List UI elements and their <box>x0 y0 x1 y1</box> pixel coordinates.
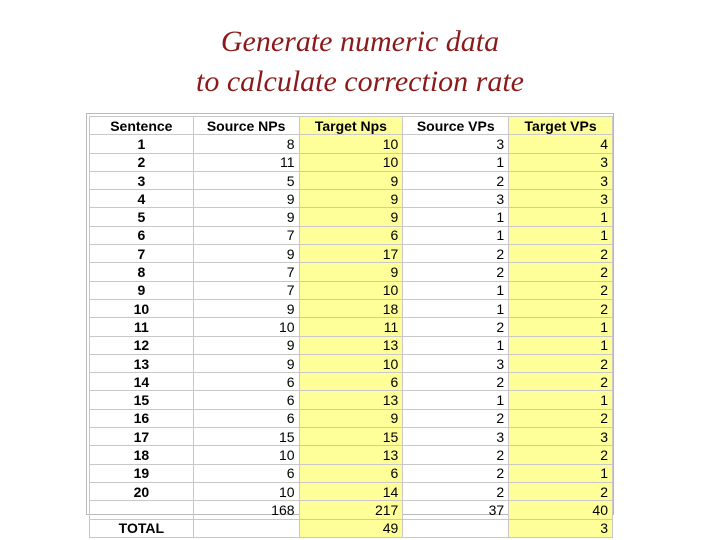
cell-target-nps: 11 <box>299 318 403 336</box>
cell-source-vps: 2 <box>403 245 509 263</box>
cell-source-nps: 10 <box>193 482 299 500</box>
cell-source-vps: 2 <box>403 464 509 482</box>
data-table <box>89 116 613 538</box>
cell-target-vps: 2 <box>509 263 613 281</box>
cell-target-vps: 1 <box>509 336 613 354</box>
cell-target-nps: 15 <box>299 428 403 446</box>
cell-source-nps: 7 <box>193 281 299 299</box>
cell-source-vps: 1 <box>403 336 509 354</box>
title-line-2: to calculate correction rate <box>196 65 524 98</box>
cell-target-nps: 10 <box>299 135 403 153</box>
cell-sentence: 16 <box>90 409 194 427</box>
cell-source-nps: 9 <box>193 299 299 317</box>
table-row <box>90 464 613 482</box>
cell-target-vps: 2 <box>509 354 613 372</box>
cell-target-vps: 3 <box>509 153 613 171</box>
cell-sentence: 10 <box>90 299 194 317</box>
cell-sentence: 11 <box>90 318 194 336</box>
cell-target-nps: 9 <box>299 409 403 427</box>
cell-source-vps: 2 <box>403 373 509 391</box>
cell-sentence: 14 <box>90 373 194 391</box>
cell-source-nps <box>193 519 299 537</box>
cell-target-nps: 6 <box>299 373 403 391</box>
cell-source-nps: 15 <box>193 428 299 446</box>
table-row <box>90 135 613 153</box>
cell-sentence: 6 <box>90 226 194 244</box>
cell-source-vps: 2 <box>403 318 509 336</box>
cell-source-vps: 1 <box>403 208 509 226</box>
cell-source-vps: 1 <box>403 226 509 244</box>
cell-source-nps: 9 <box>193 208 299 226</box>
cell-source-vps: 1 <box>403 281 509 299</box>
cell-target-vps: 3 <box>509 428 613 446</box>
cell-target-vps: 3 <box>509 171 613 189</box>
header-target-vps: Target VPs <box>509 117 613 135</box>
cell-source-nps: 10 <box>193 446 299 464</box>
cell-target-nps: 9 <box>299 208 403 226</box>
cell-source-nps: 7 <box>193 226 299 244</box>
cell-target-vps: 1 <box>509 208 613 226</box>
table-row <box>90 171 613 189</box>
cell-source-nps: 8 <box>193 135 299 153</box>
cell-source-vps <box>403 519 509 537</box>
header-target-nps: Target Nps <box>299 117 403 135</box>
cell-target-vps: 4 <box>509 135 613 153</box>
cell-target-vps: 2 <box>509 482 613 500</box>
cell-sentence: 5 <box>90 208 194 226</box>
slide-title <box>0 22 720 102</box>
cell-target-nps: 14 <box>299 482 403 500</box>
cell-source-nps: 9 <box>193 354 299 372</box>
header-source-vps: Source VPs <box>403 117 509 135</box>
cell-source-nps: 6 <box>193 409 299 427</box>
table-row <box>90 245 613 263</box>
cell-target-nps: 9 <box>299 263 403 281</box>
cell-target-vps: 1 <box>509 318 613 336</box>
table-row <box>90 428 613 446</box>
cell-target-vps: 2 <box>509 281 613 299</box>
cell-source-vps: 2 <box>403 171 509 189</box>
table-row <box>90 336 613 354</box>
cell-sentence: 12 <box>90 336 194 354</box>
header-source-nps: Source NPs <box>193 117 299 135</box>
cell-source-vps: 37 <box>403 501 509 519</box>
cell-source-vps: 3 <box>403 190 509 208</box>
cell-target-nps: 217 <box>299 501 403 519</box>
cell-target-vps: 3 <box>509 190 613 208</box>
cell-source-vps: 2 <box>403 263 509 281</box>
cell-target-nps: 9 <box>299 171 403 189</box>
header-sentence: Sentence <box>90 117 194 135</box>
cell-source-vps: 2 <box>403 446 509 464</box>
cell-target-nps: 10 <box>299 281 403 299</box>
cell-source-nps: 9 <box>193 190 299 208</box>
table-row <box>90 153 613 171</box>
table-row <box>90 354 613 372</box>
cell-sentence: 1 <box>90 135 194 153</box>
cell-source-nps: 6 <box>193 391 299 409</box>
cell-target-nps: 13 <box>299 336 403 354</box>
cell-target-nps: 18 <box>299 299 403 317</box>
cell-sentence <box>90 501 194 519</box>
cell-source-vps: 2 <box>403 409 509 427</box>
table-row <box>90 373 613 391</box>
cell-sentence: 9 <box>90 281 194 299</box>
cell-target-vps: 2 <box>509 245 613 263</box>
table-row <box>90 208 613 226</box>
cell-source-vps: 1 <box>403 299 509 317</box>
cell-target-vps: 2 <box>509 373 613 391</box>
total-row <box>90 519 613 537</box>
cell-source-nps: 7 <box>193 263 299 281</box>
cell-sentence: 2 <box>90 153 194 171</box>
cell-target-nps: 10 <box>299 354 403 372</box>
table-row <box>90 482 613 500</box>
cell-target-vps: 2 <box>509 409 613 427</box>
cell-sentence: 15 <box>90 391 194 409</box>
table-row <box>90 299 613 317</box>
cell-source-nps: 9 <box>193 336 299 354</box>
cell-target-vps: 1 <box>509 391 613 409</box>
header-row <box>90 117 613 135</box>
cell-target-vps: 1 <box>509 464 613 482</box>
cell-target-vps: 3 <box>509 519 613 537</box>
cell-source-nps: 168 <box>193 501 299 519</box>
cell-sentence: 3 <box>90 171 194 189</box>
cell-target-nps: 49 <box>299 519 403 537</box>
table-row <box>90 391 613 409</box>
cell-source-nps: 6 <box>193 464 299 482</box>
cell-source-nps: 10 <box>193 318 299 336</box>
cell-target-vps: 1 <box>509 226 613 244</box>
cell-sentence: 18 <box>90 446 194 464</box>
cell-target-nps: 6 <box>299 226 403 244</box>
cell-target-nps: 17 <box>299 245 403 263</box>
cell-target-nps: 9 <box>299 190 403 208</box>
cell-target-nps: 10 <box>299 153 403 171</box>
cell-sentence: 17 <box>90 428 194 446</box>
cell-sentence: 20 <box>90 482 194 500</box>
cell-target-nps: 13 <box>299 446 403 464</box>
table-row <box>90 226 613 244</box>
title-line-1: Generate numeric data <box>220 25 500 58</box>
cell-source-vps: 2 <box>403 482 509 500</box>
cell-source-nps: 5 <box>193 171 299 189</box>
cell-source-nps: 9 <box>193 245 299 263</box>
cell-target-nps: 13 <box>299 391 403 409</box>
table-row <box>90 409 613 427</box>
cell-sentence: 8 <box>90 263 194 281</box>
sums-row <box>90 501 613 519</box>
table-row <box>90 318 613 336</box>
cell-sentence: 19 <box>90 464 194 482</box>
cell-source-nps: 6 <box>193 373 299 391</box>
table-row <box>90 190 613 208</box>
cell-target-vps: 2 <box>509 299 613 317</box>
cell-target-nps: 6 <box>299 464 403 482</box>
cell-sentence: 4 <box>90 190 194 208</box>
spreadsheet <box>86 113 614 537</box>
cell-sentence: 13 <box>90 354 194 372</box>
cell-source-vps: 3 <box>403 428 509 446</box>
table-row <box>90 281 613 299</box>
table-row <box>90 446 613 464</box>
cell-sentence: 7 <box>90 245 194 263</box>
cell-target-vps: 2 <box>509 446 613 464</box>
cell-source-nps: 11 <box>193 153 299 171</box>
cell-sentence: TOTAL <box>90 519 194 537</box>
cell-source-vps: 1 <box>403 153 509 171</box>
table-row <box>90 263 613 281</box>
cell-source-vps: 3 <box>403 354 509 372</box>
cell-source-vps: 3 <box>403 135 509 153</box>
cell-source-vps: 1 <box>403 391 509 409</box>
cell-target-vps: 40 <box>509 501 613 519</box>
